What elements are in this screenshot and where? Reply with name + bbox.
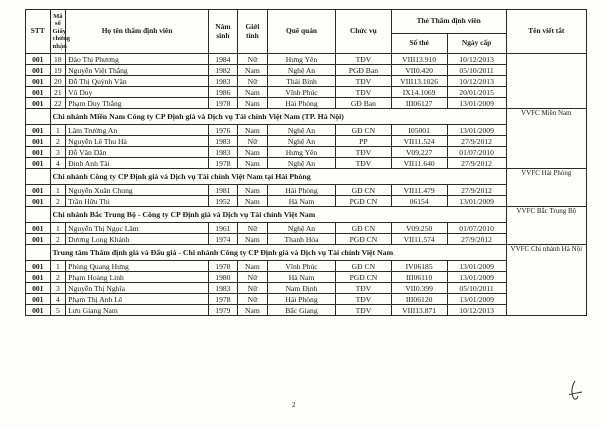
header-issue-date: Ngày cấp bbox=[447, 34, 506, 54]
row-birth-year: 1983 bbox=[208, 136, 237, 147]
row-issue-date: 20/01/2015 bbox=[447, 87, 506, 98]
row-cert-code: 4 bbox=[50, 294, 66, 305]
row-stt: 001 bbox=[26, 283, 51, 294]
row-name: Nguyễn Thị Ngọc Lâm bbox=[66, 223, 209, 234]
row-card-number: III06110 bbox=[391, 272, 447, 283]
row-card-number: VIII13.1026 bbox=[391, 76, 447, 87]
header-certificate-code: Mã số Giấy chứng nhận bbox=[50, 10, 66, 54]
row-issue-date: 13/01/2009 bbox=[447, 98, 506, 109]
appraiser-table bbox=[25, 9, 587, 316]
header-position: Chức vụ bbox=[336, 10, 392, 54]
table-row bbox=[26, 76, 587, 87]
row-cert-code: 19 bbox=[50, 65, 66, 76]
group-abbreviation: VVFC Hải Phòng bbox=[506, 169, 586, 207]
row-stt: 001 bbox=[26, 147, 51, 158]
row-cert-code: 2 bbox=[50, 234, 66, 245]
row-card-number: V09.227 bbox=[391, 147, 447, 158]
group-title: Trung tâm Thẩm định giá và Đấu giá - Chi nhánh Công ty CP Định giá và Dịch vụ Tài chính Việt Nam bbox=[50, 245, 506, 261]
page-number: 2 bbox=[292, 401, 296, 409]
row-name: Nguyễn Lê Thu Hà bbox=[66, 136, 209, 147]
row-issue-date: 27/9/2012 bbox=[447, 136, 506, 147]
row-cert-code: 20 bbox=[50, 76, 66, 87]
row-position: TĐV bbox=[336, 54, 392, 65]
row-gender: Nữ bbox=[237, 294, 267, 305]
row-birth-year: 1979 bbox=[208, 305, 237, 316]
row-card-number: VIII13.910 bbox=[391, 54, 447, 65]
row-hometown: Hưng Yên bbox=[267, 147, 335, 158]
row-cert-code: 5 bbox=[50, 305, 66, 316]
table-row bbox=[26, 87, 587, 98]
table-row bbox=[26, 65, 587, 76]
row-issue-date: 13/01/2009 bbox=[447, 294, 506, 305]
row-name: Nguyễn Thị Nghĩa bbox=[66, 283, 209, 294]
table-row bbox=[26, 234, 587, 245]
row-card-number: V09.250 bbox=[391, 223, 447, 234]
header-appraiser-card: Thẻ Thẩm định viên bbox=[391, 10, 506, 34]
row-hometown: Nghệ An bbox=[267, 136, 335, 147]
row-birth-year: 1981 bbox=[208, 185, 237, 196]
header-full-name: Họ tên thẩm định viên bbox=[66, 10, 209, 54]
row-cert-code: 3 bbox=[50, 283, 66, 294]
table-row bbox=[26, 223, 587, 234]
row-birth-year: 1983 bbox=[208, 283, 237, 294]
row-issue-date: 10/12/2013 bbox=[447, 305, 506, 316]
row-gender: Nam bbox=[237, 196, 267, 207]
row-stt: 001 bbox=[26, 272, 51, 283]
group-abbreviation: VVFC Chi nhánh Hà Nội bbox=[506, 245, 586, 316]
row-birth-year: 1978 bbox=[208, 158, 237, 169]
row-stt: 001 bbox=[26, 185, 51, 196]
row-birth-year: 1983 bbox=[208, 76, 237, 87]
table-row bbox=[26, 98, 587, 109]
row-position: PP bbox=[336, 136, 392, 147]
row-stt: 001 bbox=[26, 65, 51, 76]
row-hometown: Bắc Giang bbox=[267, 305, 335, 316]
row-stt: 001 bbox=[26, 223, 51, 234]
group-stt-empty bbox=[26, 169, 51, 185]
row-gender: Nữ bbox=[237, 272, 267, 283]
row-position: GĐ CN bbox=[336, 125, 392, 136]
row-hometown: Hưng Yên bbox=[267, 54, 335, 65]
row-position: PGĐ CN bbox=[336, 272, 392, 283]
row-gender: Nam bbox=[237, 158, 267, 169]
group-abbreviation: VVFC Bắc Trung Bộ bbox=[506, 207, 586, 245]
row-stt: 001 bbox=[26, 87, 51, 98]
table-row bbox=[26, 272, 587, 283]
group-header-row bbox=[26, 109, 587, 125]
table-body bbox=[26, 54, 587, 316]
row-name: Lâm Trường An bbox=[66, 125, 209, 136]
row-hometown: Nghệ An bbox=[267, 125, 335, 136]
row-gender: Nữ bbox=[237, 223, 267, 234]
row-position: TĐV bbox=[336, 283, 392, 294]
row-position: TĐV bbox=[336, 305, 392, 316]
row-cert-code: 2 bbox=[50, 136, 66, 147]
row-stt: 001 bbox=[26, 234, 51, 245]
group-stt-empty bbox=[26, 109, 51, 125]
row-birth-year: 1984 bbox=[208, 54, 237, 65]
row-hometown: Nghệ An bbox=[267, 158, 335, 169]
row-card-number: VII11.574 bbox=[391, 234, 447, 245]
row-hometown: Thanh Hóa bbox=[267, 234, 335, 245]
row-hometown: Nam Định bbox=[267, 283, 335, 294]
group-title: Chi nhánh Bắc Trung Bộ - Công ty CP Định giá và Dịch vụ Tài chính Việt Nam bbox=[50, 207, 506, 223]
row-hometown: Vĩnh Phúc bbox=[267, 261, 335, 272]
row-name: Vũ Duy bbox=[66, 87, 209, 98]
row-issue-date: 13/01/2009 bbox=[447, 125, 506, 136]
row-issue-date: 01/07/2010 bbox=[447, 223, 506, 234]
row-cert-code: 2 bbox=[50, 272, 66, 283]
row-position: GĐ CN bbox=[336, 223, 392, 234]
row-issue-date: 01/07/2010 bbox=[447, 147, 506, 158]
row-stt: 001 bbox=[26, 136, 51, 147]
row-name: Phạm Hoàng Linh bbox=[66, 272, 209, 283]
row-position: PGĐ CN bbox=[336, 234, 392, 245]
row-gender: Nam bbox=[237, 125, 267, 136]
row-gender: Nam bbox=[237, 147, 267, 158]
row-hometown: Thái Bình bbox=[267, 76, 335, 87]
row-card-number: I05001 bbox=[391, 125, 447, 136]
row-gender: Nam bbox=[237, 65, 267, 76]
row-gender: Nam bbox=[237, 261, 267, 272]
row-name: Đỗ Thị Quỳnh Vân bbox=[66, 76, 209, 87]
row-name: Nguyễn Xuân Chung bbox=[66, 185, 209, 196]
row-stt: 001 bbox=[26, 54, 51, 65]
row-stt: 001 bbox=[26, 158, 51, 169]
header-card-number: Số thẻ bbox=[391, 34, 447, 54]
table-header bbox=[26, 10, 587, 54]
row-card-number: VII11.640 bbox=[391, 158, 447, 169]
row-gender: Nam bbox=[237, 305, 267, 316]
row-gender: Nữ bbox=[237, 76, 267, 87]
row-gender: Nữ bbox=[237, 136, 267, 147]
row-hometown: Hải Phòng bbox=[267, 185, 335, 196]
row-position: PGĐ Ban bbox=[336, 65, 392, 76]
row-position: TĐV bbox=[336, 294, 392, 305]
table-row bbox=[26, 158, 587, 169]
row-birth-year: 1978 bbox=[208, 98, 237, 109]
row-cert-code: 4 bbox=[50, 158, 66, 169]
table-row bbox=[26, 261, 587, 272]
table-row bbox=[26, 136, 587, 147]
row-birth-year: 1976 bbox=[208, 125, 237, 136]
group-header-row bbox=[26, 169, 587, 185]
row-card-number: IV06185 bbox=[391, 261, 447, 272]
row-name: Dương Long Khánh bbox=[66, 234, 209, 245]
row-issue-date: 10/12/2013 bbox=[447, 76, 506, 87]
row-card-number: VII11.479 bbox=[391, 185, 447, 196]
row-name: Lưu Giang Nam bbox=[66, 305, 209, 316]
row-hometown: Hà Nam bbox=[267, 196, 335, 207]
group-abbreviation: VVFC Miền Nam bbox=[506, 109, 586, 169]
row-gender: Nữ bbox=[237, 283, 267, 294]
header-stt: STT bbox=[26, 10, 51, 54]
row-position: GĐ CN bbox=[336, 261, 392, 272]
row-issue-date: 05/10/2011 bbox=[447, 65, 506, 76]
row-birth-year: 1952 bbox=[208, 196, 237, 207]
table-row bbox=[26, 125, 587, 136]
group-header-row bbox=[26, 207, 587, 223]
row-name: Phạm Duy Thắng bbox=[66, 98, 209, 109]
row-hometown: Hải Phòng bbox=[267, 98, 335, 109]
row-issue-date: 13/01/2009 bbox=[447, 196, 506, 207]
row-card-number: IX14.1069 bbox=[391, 87, 447, 98]
row-gender: Nam bbox=[237, 98, 267, 109]
row-hometown: Vĩnh Phúc bbox=[267, 87, 335, 98]
document-sheet bbox=[25, 9, 587, 316]
row-card-number: VII0.420 bbox=[391, 65, 447, 76]
table-row bbox=[26, 196, 587, 207]
row-birth-year: 1982 bbox=[208, 65, 237, 76]
header-hometown: Quê quán bbox=[267, 10, 335, 54]
row-card-number: III06120 bbox=[391, 294, 447, 305]
row-stt: 001 bbox=[26, 294, 51, 305]
row-name: Đinh Anh Tài bbox=[66, 158, 209, 169]
row-issue-date: 27/9/2012 bbox=[447, 185, 506, 196]
header-birth-year: Năm sinh bbox=[208, 10, 237, 54]
group-title: Chi nhánh Công ty CP Định giá và Dịch vụ Tài chính Việt Nam tại Hải Phòng bbox=[50, 169, 506, 185]
row-position: TĐV bbox=[336, 147, 392, 158]
row-hometown: Nghệ An bbox=[267, 223, 335, 234]
row-name: Phạm Thị Anh Lê bbox=[66, 294, 209, 305]
row-position: PGĐ CN bbox=[336, 196, 392, 207]
row-hometown: Nghệ An bbox=[267, 65, 335, 76]
header-abbreviation: Tên viết tắt bbox=[506, 10, 586, 54]
row-position: GĐ Ban bbox=[336, 98, 392, 109]
row-position: GĐ CN bbox=[336, 185, 392, 196]
row-card-number: 06154 bbox=[391, 196, 447, 207]
row-cert-code: 21 bbox=[50, 87, 66, 98]
row-cert-code: 22 bbox=[50, 98, 66, 109]
row-name: Đỗ Văn Dân bbox=[66, 147, 209, 158]
row-issue-date: 05/10/2011 bbox=[447, 283, 506, 294]
table-row bbox=[26, 294, 587, 305]
row-cert-code: 1 bbox=[50, 261, 66, 272]
row-hometown: Hải Phòng bbox=[267, 294, 335, 305]
row-birth-year: 1974 bbox=[208, 234, 237, 245]
row-issue-date: 13/01/2009 bbox=[447, 272, 506, 283]
row-card-number: VIII13.871 bbox=[391, 305, 447, 316]
row-birth-year: 1986 bbox=[208, 87, 237, 98]
table-row bbox=[26, 54, 587, 65]
group-stt-empty bbox=[26, 207, 51, 223]
row-position: TĐV bbox=[336, 76, 392, 87]
table-row bbox=[26, 305, 587, 316]
row-stt: 001 bbox=[26, 261, 51, 272]
row-issue-date: 27/9/2012 bbox=[447, 158, 506, 169]
row-name: Nguyễn Việt Thắng bbox=[66, 65, 209, 76]
row-name: Phùng Quang Hưng bbox=[66, 261, 209, 272]
row-birth-year: 1978 bbox=[208, 294, 237, 305]
header-gender: Giới tính bbox=[237, 10, 267, 54]
row-issue-date: 13/01/2009 bbox=[447, 261, 506, 272]
row-issue-date: 27/9/2012 bbox=[447, 234, 506, 245]
row-gender: Nam bbox=[237, 185, 267, 196]
row-stt: 001 bbox=[26, 125, 51, 136]
row-position: TĐV bbox=[336, 87, 392, 98]
row-stt: 001 bbox=[26, 196, 51, 207]
row-birth-year: 1983 bbox=[208, 147, 237, 158]
row-birth-year: 1961 bbox=[208, 223, 237, 234]
row-cert-code: 18 bbox=[50, 54, 66, 65]
row-stt: 001 bbox=[26, 76, 51, 87]
signature-mark bbox=[566, 380, 584, 402]
row-position: TĐV bbox=[336, 158, 392, 169]
table-row bbox=[26, 185, 587, 196]
row-cert-code: 1 bbox=[50, 125, 66, 136]
table-row bbox=[26, 283, 587, 294]
row-card-number: VII0.399 bbox=[391, 283, 447, 294]
row-gender: Nam bbox=[237, 87, 267, 98]
row-gender: Nam bbox=[237, 234, 267, 245]
row-birth-year: 1978 bbox=[208, 261, 237, 272]
row-cert-code: 1 bbox=[50, 185, 66, 196]
group-title: Chi nhánh Miền Nam Công ty CP Định giá và Dịch vụ Tài chính Việt Nam (TP. Hà Nội) bbox=[50, 109, 506, 125]
group-stt-empty bbox=[26, 245, 51, 261]
row-birth-year: 1980 bbox=[208, 272, 237, 283]
row-gender: Nữ bbox=[237, 54, 267, 65]
row-cert-code: 3 bbox=[50, 147, 66, 158]
row-card-number: VII11.524 bbox=[391, 136, 447, 147]
table-row bbox=[26, 147, 587, 158]
row-hometown: Hà Nam bbox=[267, 272, 335, 283]
row-name: Đào Thị Phương bbox=[66, 54, 209, 65]
row-cert-code: 1 bbox=[50, 223, 66, 234]
row-issue-date: 10/12/2013 bbox=[447, 54, 506, 65]
group-header-row bbox=[26, 245, 587, 261]
row-stt: 001 bbox=[26, 98, 51, 109]
row-name: Trần Hữu Thi bbox=[66, 196, 209, 207]
row-card-number: III06127 bbox=[391, 98, 447, 109]
row-abbreviation-empty bbox=[506, 54, 586, 109]
row-cert-code: 2 bbox=[50, 196, 66, 207]
row-stt: 001 bbox=[26, 305, 51, 316]
